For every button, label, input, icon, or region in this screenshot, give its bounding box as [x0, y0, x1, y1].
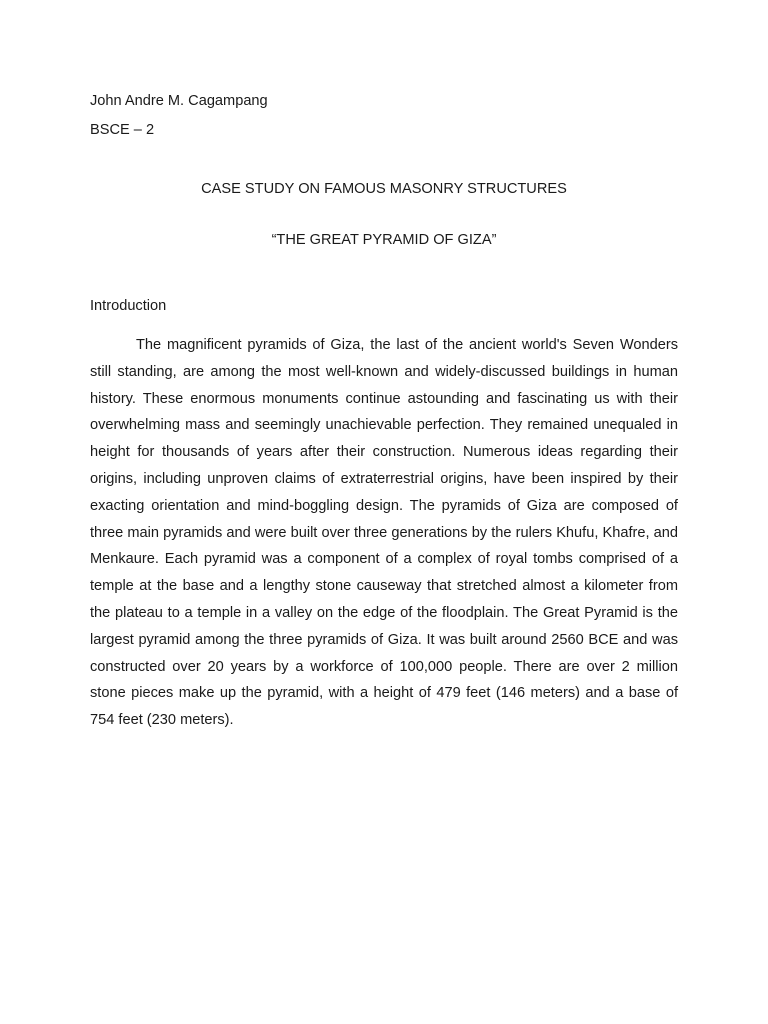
case-study-title: CASE STUDY ON FAMOUS MASONRY STRUCTURES [201, 181, 567, 197]
document-content [90, 91, 678, 734]
course-label: BSCE – 2 [90, 122, 155, 138]
section-heading: Introduction [90, 298, 167, 314]
document-title: “THE GREAT PYRAMID OF GIZA” [271, 232, 497, 248]
introduction-paragraph: The magnificent pyramids of Giza, the last of the ancient world's Seven Wonders still standing, are among the most well-known and widely-discussed buildings in human history. These enormous monuments continue astounding and fascinating us with their overwhelming mass and seemingly unachievable perfection. They remained unequaled in height for thousands of years after their construction. Numerous ideas regarding their origins, including unproven claims of extraterrestrial origins, have been inspired by their exacting orientation and mind-boggling design. The pyramids of Giza are composed of three main pyramids and were built over three generations by the rulers Khufu, Khafre, and Menkaure. Each pyramid was a component of a complex of royal tombs comprised of a temple at the base and a lengthy stone causeway that stretched almost a kilometer from the plateau to a temple in a valley on the edge of the floodplain. The Great Pyramid is the largest pyramid among the three pyramids of Giza. It was built around 2560 BCE and was constructed over 20 years by a workforce of 100,000 people. There are over 2 million stone pieces make up the pyramid, with a height of 479 feet (146 meters) and a base of 754 feet (230 meters). [90, 337, 678, 729]
author-name: John Andre M. Cagampang [90, 93, 268, 109]
